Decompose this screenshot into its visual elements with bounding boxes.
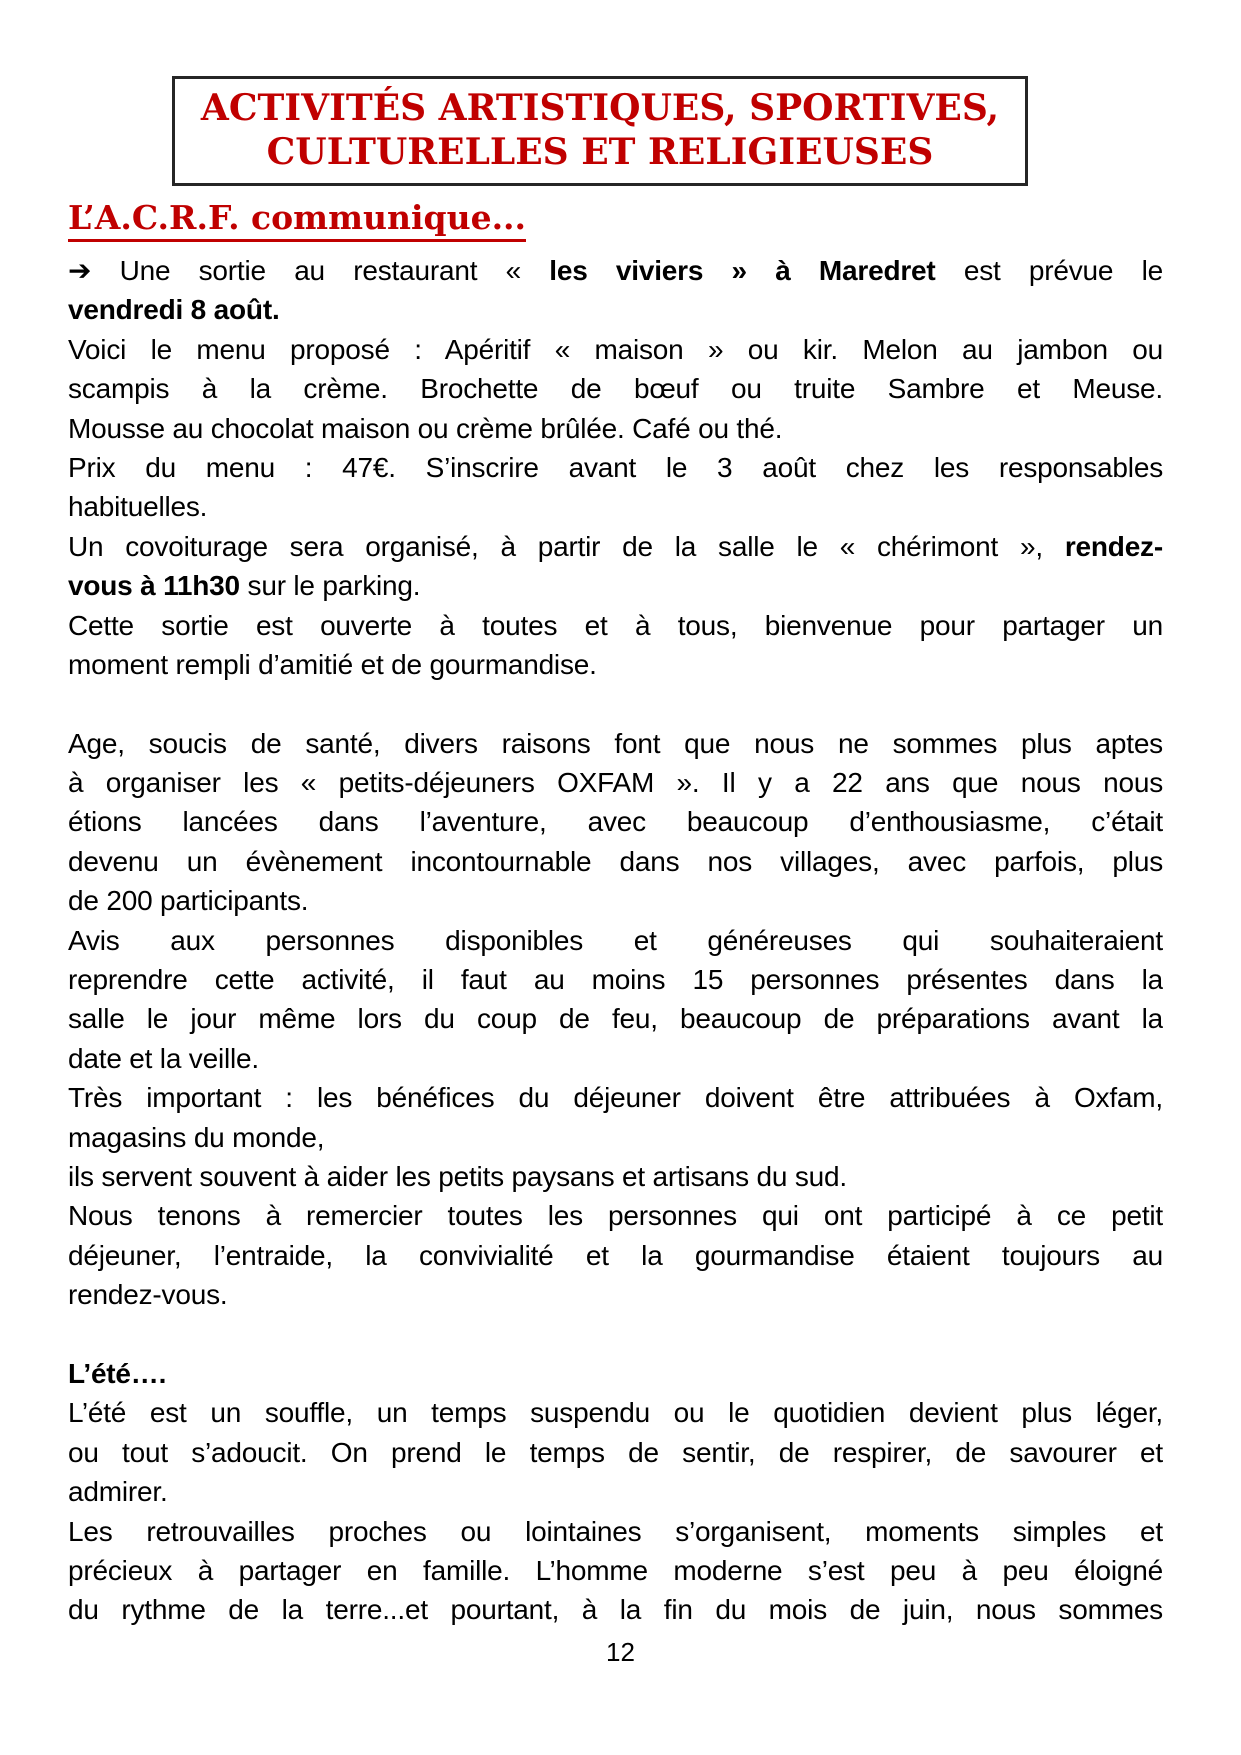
title-line-1: ACTIVITÉS ARTISTIQUES, SPORTIVES, [200, 87, 1000, 129]
text-run: ou tout s’adoucit. On prend le temps de sentir, de respirer, de savourer et [68, 1436, 1163, 1468]
text-run: vendredi 8 août. [68, 294, 280, 326]
text-run: sur le parking. [239, 570, 421, 602]
text-line [68, 763, 1163, 802]
text-line [68, 1157, 1163, 1196]
blank-line [68, 684, 1163, 723]
text-line [68, 999, 1163, 1038]
text-line [68, 1118, 1163, 1157]
text-run: déjeuner, l’entraide, la convivialité et la gourmandise étaient toujours au [68, 1239, 1163, 1271]
text-line [68, 1196, 1163, 1235]
text-line [68, 330, 1163, 369]
text-line [68, 606, 1163, 645]
text-line [68, 290, 1163, 329]
text-run: scampis à la crème. Brochette de bœuf ou truite Sambre et Meuse. [68, 373, 1163, 405]
text-run: du rythme de la terre...et pourtant, à la fin du mois de juin, nous sommes [68, 1594, 1163, 1626]
text-line [68, 1275, 1163, 1314]
text-line [68, 527, 1163, 566]
text-line [68, 1551, 1163, 1590]
text-line [68, 1236, 1163, 1275]
text-run: Un covoiturage sera organisé, à partir de la salle le « chérimont », [68, 530, 1065, 562]
acrf-heading-text: L’A.C.R.F. communique... [68, 198, 526, 242]
text-run: ils servent souvent à aider les petits paysans et artisans du sud. [68, 1160, 848, 1192]
text-run: L’été…. [68, 1357, 167, 1389]
text-run: Une sortie au restaurant « [119, 255, 550, 286]
text-run: rendez-vous. [68, 1279, 228, 1311]
text-run: les viviers » à Maredret [549, 255, 936, 286]
text-run: reprendre cette activité, il faut au moins 15 personnes présentes dans la [68, 964, 1163, 996]
text-line [68, 1433, 1163, 1472]
text-line [68, 409, 1163, 448]
body-text [68, 251, 1163, 1630]
text-line [68, 566, 1163, 605]
text-run: Cette sortie est ouverte à toutes et à tous, bienvenue pour partager un [68, 609, 1163, 641]
text-run: vous à 11h30 [68, 570, 240, 602]
text-line [68, 251, 1163, 290]
text-run: devenu un évènement incontournable dans nos villages, avec parfois, plus [68, 845, 1163, 877]
text-run: Les retrouvailles proches ou lointaines s’organisent, moments simples et [68, 1515, 1163, 1547]
text-line [68, 802, 1163, 841]
text-line [68, 448, 1163, 487]
blank-line [68, 1315, 1163, 1354]
text-run: Voici le menu proposé : Apéritif « maison » ou kir. Melon au jambon ou [68, 333, 1163, 365]
text-line [68, 881, 1163, 920]
text-line [68, 1512, 1163, 1551]
text-run: admirer. [68, 1476, 168, 1508]
page-number: 12 [606, 1637, 635, 1667]
text-line [68, 645, 1163, 684]
text-run: étions lancées dans l’aventure, avec beaucoup d’enthousiasme, c’était [68, 806, 1163, 838]
text-run: Age, soucis de santé, divers raisons font que nous ne sommes plus aptes [68, 727, 1163, 759]
article-body [68, 198, 1163, 1630]
text-run: rendez- [1064, 530, 1163, 562]
text-line [68, 1039, 1163, 1078]
text-line [68, 1078, 1163, 1117]
text-run: précieux à partager en famille. L’homme moderne s’est peu à peu éloigné [68, 1554, 1163, 1586]
text-line [68, 369, 1163, 408]
text-line [68, 960, 1163, 999]
acrf-heading [68, 198, 1163, 242]
text-line [68, 1354, 1163, 1393]
text-run: à organiser les « petits-déjeuners OXFAM ». Il y a 22 ans que nous nous [68, 767, 1163, 799]
text-run: Très important : les bénéfices du déjeuner doivent être attribuées à Oxfam, [68, 1082, 1163, 1114]
text-run: est prévue le [935, 255, 1163, 286]
text-run: Nous tenons à remercier toutes les personnes qui ont participé à ce petit [68, 1200, 1163, 1232]
text-run: Avis aux personnes disponibles et généreuses qui souhaiteraient [68, 924, 1163, 956]
arrow-icon: ➔ [68, 255, 120, 286]
text-line [68, 724, 1163, 763]
text-line [68, 1393, 1163, 1432]
text-run: L’été est un souffle, un temps suspendu ou le quotidien devient plus léger, [68, 1397, 1163, 1429]
text-line [68, 921, 1163, 960]
text-line [68, 487, 1163, 526]
title-box [172, 76, 1028, 186]
text-run: salle le jour même lors du coup de feu, beaucoup de préparations avant la [68, 1003, 1163, 1035]
text-run: habituelles. [68, 491, 208, 523]
text-line [68, 1590, 1163, 1629]
title-line-2: CULTURELLES ET RELIGIEUSES [266, 131, 934, 173]
text-line [68, 842, 1163, 881]
text-run: date et la veille. [68, 1042, 259, 1074]
text-run: de 200 participants. [68, 885, 309, 917]
text-line [68, 1472, 1163, 1511]
text-run: Prix du menu : 47€. S’inscrire avant le 3 août chez les responsables [68, 451, 1163, 483]
text-run: Mousse au chocolat maison ou crème brûlée. Café ou thé. [68, 412, 783, 444]
text-run: moment rempli d’amitié et de gourmandise. [68, 648, 597, 680]
text-run: magasins du monde, [68, 1121, 325, 1153]
